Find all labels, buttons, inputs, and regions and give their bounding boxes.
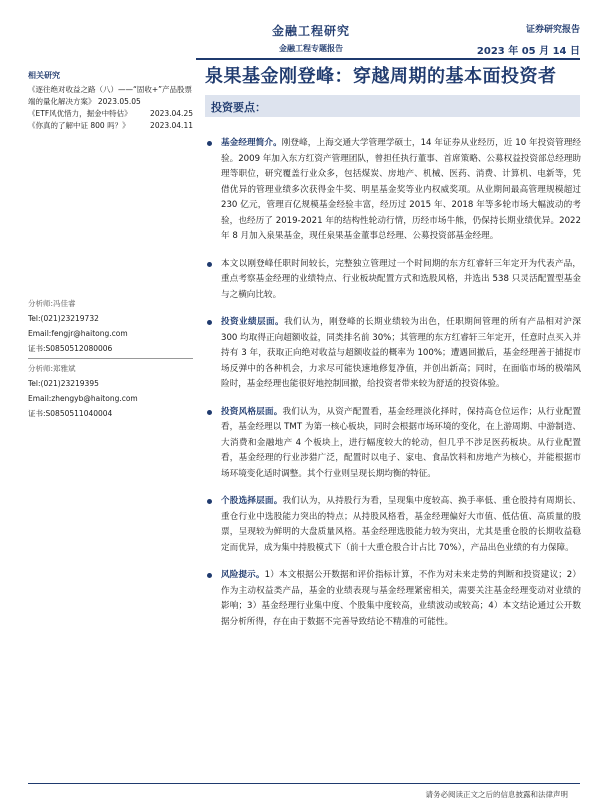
key-point-paragraph: [205, 257, 581, 304]
analyst-tel: Tel:(021)23219395: [28, 379, 99, 388]
report-series: 金融工程专题报告: [279, 44, 343, 53]
paragraph-lead: 投资业绩层面。: [221, 317, 285, 327]
bullet-icon: [207, 262, 212, 267]
analyst-name: 分析师:郑雅斌: [28, 364, 76, 373]
analyst-cert: 证书:S0850512080006: [28, 344, 113, 353]
paragraph-lead: 风险提示。: [221, 570, 265, 580]
key-point-paragraph: [205, 568, 581, 630]
related-heading: 相关研究: [28, 71, 60, 80]
sidebar-related-research: [28, 70, 193, 132]
key-points-bar: [205, 95, 580, 117]
related-date: 2023.04.11: [150, 121, 193, 130]
key-points-body: [205, 136, 581, 642]
related-title: 《你真的了解中证 800 吗？》: [28, 121, 130, 130]
bullet-icon: [207, 410, 212, 415]
report-title: 泉果基金刚登峰：穿越周期的基本面投资者: [205, 66, 557, 87]
analyst-email[interactable]: Email:fengjr@haitong.com: [28, 329, 128, 338]
report-type: 证券研究报告: [525, 25, 580, 35]
bullet-icon: [207, 320, 212, 325]
paragraph-lead: 个股选择层面。: [221, 496, 283, 506]
key-point-paragraph: [205, 494, 581, 556]
paragraph-text: 刚登峰，上海交通大学管理学硕士，14 年证券从业经历，近 10 年投资管理经验。2009 年加入东方红资产管理团队，曾担任执行董事、首席策略、公募权益投资部总经理助理等职位，研究覆盖行业众多，包括煤炭、房地产、机械、医药、消费、计算机、电新等，凭借优异的管理业绩多次获得金牛奖、明星基金奖等业内权威奖项。从业期间最高管理规模超过 230 亿元，管理百亿规模基金经验丰富，经历过 2015 年、2018 年等多轮市场大幅波动的考验，也经历了 2019-2021 年的结构性轮动行情，历经市场牛熊，仍保持长期业绩优异。2022 年 8 月加入泉果基金，现任泉果基金董事总经理、公募投资部基金经理。: [221, 138, 581, 241]
department-title: 金融工程研究: [271, 24, 350, 38]
analyst-name: 分析师:冯佳睿: [28, 299, 76, 308]
paragraph-text: 1）本文根据公开数据和评价指标计算，不作为对未来走势的判断和投资建议；2）作为主动权益类产品，基金的业绩表现与基金经理紧密相关，需要关注基金经理变动对业绩的影响；3）基金经理行业集中度、个股集中度较高，业绩波动或较高；4）本文结论通过公开数据分析所得，存在由于数据不完善导致结论不精准的可能性。: [221, 570, 581, 627]
bullet-icon: [207, 141, 212, 146]
paragraph-lead: 投资风格层面。: [221, 406, 283, 417]
paragraph-text: 我们认为，从持股行为看，呈现集中度较高、换手率低、重仓股持有周期长、重仓行业中选股能力突出的特点；从持股风格看，基金经理偏好大市值、低估值、高质量的股票，呈现较为鲜明的大盘质量风格。基金经理选股能力较为突出，尤其是重仓股的长期收益稳定而优异，成为集中持股模式下（前十大重仓股合计占比 70%），产品出色业绩的有力保障。: [221, 496, 581, 553]
related-item[interactable]: [28, 120, 193, 132]
paragraph-lead: 基金经理简介。: [221, 138, 282, 148]
key-point-paragraph: [205, 315, 581, 393]
report-date: 2023 年 05 月 14 日: [476, 46, 580, 57]
paragraph-text: 本文以刚登峰任职时间较长，完整独立管理过一个时间期的东方红睿轩三年定开为代表产品，重点考察基金经理的业绩特点、行业板块配置方式和选股风格，并选出 538 只灵活配置型基金与之横向比较。: [221, 258, 581, 300]
footer-divider: [28, 783, 580, 784]
related-title: 《ETF风优惜力，掘金中特估》: [28, 109, 132, 118]
related-item[interactable]: [28, 84, 193, 108]
key-points-label: 投资要点：: [211, 101, 266, 114]
paragraph-text: 我们认为，刚登峰的长期业绩较为出色，任职期间管理的所有产品相对沪深 300 均取得正向超额收益，同类排名前 30%；其管理的东方红睿轩三年定开，任意时点买入并持有 3 年，获取正向绝对收益与超额收益的概率为 100%；遭遇回撤后，基金经理善于捕捉市场反弹中的各种机会，力求尽可能快速地修复净值，并创出新高；同时，在面临市场的极端风险时，基金经理也能很好地控制回撤，给投资者带来较为舒适的投资体验。: [221, 317, 581, 389]
related-title: 《逐往绝对收益之路（八）——“固收+”产品股票端的量化解决方案》: [28, 85, 193, 106]
analyst-email[interactable]: Email:zhengyb@haitong.com: [28, 394, 138, 403]
key-point-paragraph: [205, 405, 581, 483]
report-header-left: [236, 22, 386, 54]
analyst-tel: Tel:(021)23219732: [28, 314, 99, 323]
footer-disclaimer: 请务必阅读正文之后的信息披露和法律声明: [425, 790, 568, 799]
analyst-divider: [28, 358, 193, 359]
analyst-contacts: [28, 296, 193, 421]
bullet-icon: [207, 499, 212, 504]
related-item[interactable]: [28, 108, 193, 120]
paragraph-text: 我们认为，从资产配置看，基金经理淡化择时，保持高仓位运作；从行业配置看，基金经理以 TMT 为第一核心板块，同时会根据市场环境的变化，在上游周期、中游制造、大消费和金融地产 4 个板块上，进行幅度较大的轮动，但几乎不涉足医药板块。从行业配置看，基金经理的行业涉猎广泛，配置时以电子、家电、食品饮料和房地产为核心，并能根据市场环境变化适时调整。其个行业则呈现长期均衡的特征。: [221, 406, 581, 479]
related-date: 2023.05.05: [97, 97, 141, 106]
bullet-icon: [207, 573, 212, 578]
analyst-cert: 证书:S0850511040004: [28, 409, 113, 418]
header-divider: [196, 58, 580, 60]
related-date: 2023.04.25: [150, 109, 193, 118]
key-point-paragraph: [205, 136, 581, 245]
report-header-right: [477, 22, 580, 57]
